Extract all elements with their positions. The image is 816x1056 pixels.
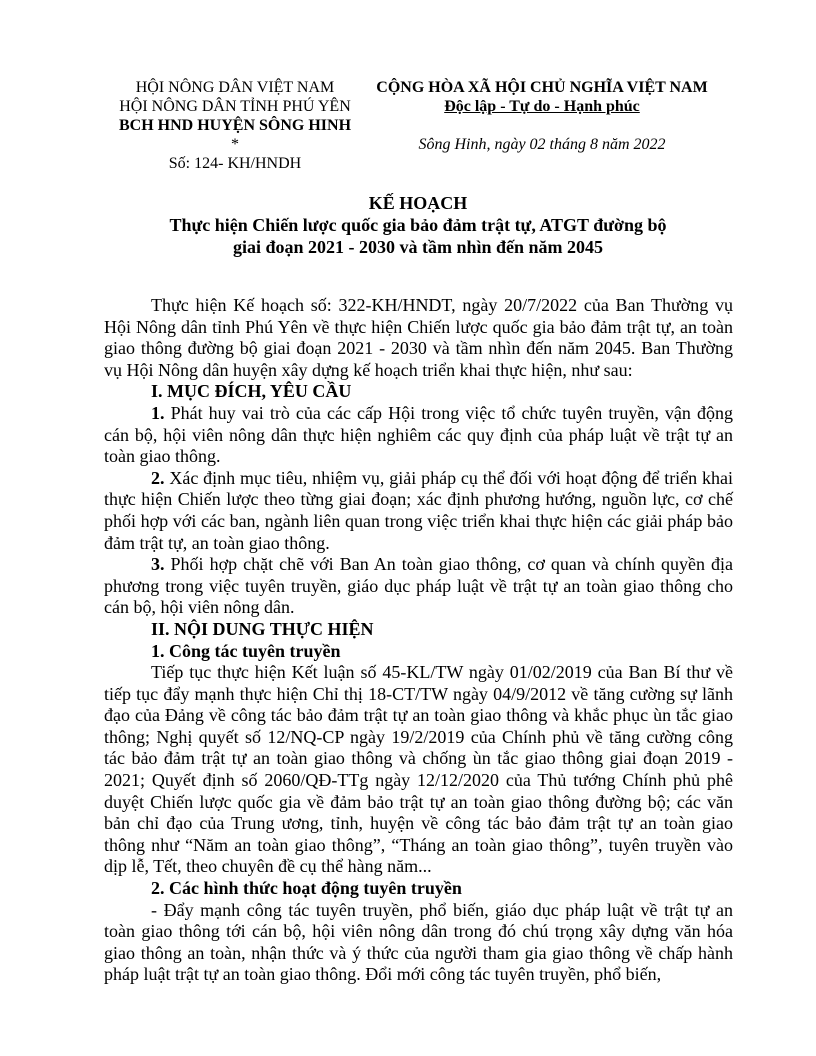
paragraph-4: Tiếp tục thực hiện Kết luận số 45-KL/TW ngày 01/02/2019 của Ban Bí thư về tiếp tục đẩy mạnh thực hiện Chỉ thị 18-CT/TW ngày 04/9/2012 về tăng cường sự lãnh đạo của Đảng về công tác bảo đảm trật tự an toàn giao thông và khắc phục ùn tắc giao thông; Nghị quyết số 12/NQ-CP ngày 19/2/2019 của Chính phủ về tăng cường công tác bảo đảm trật tự an toàn giao thông và chống ùn tắc giao thông giai đoạn 2019 - 2021; Quyết định số 2060/QĐ-TTg ngày 12/12/2020 của Thủ tướng Chính phủ phê duyệt Chiến lược quốc gia về đảm bảo trật tự an toàn giao thông đường bộ; các văn bản chỉ đạo của Trung ương, tỉnh, huyện về công tác bảo đảm trật tự an toàn giao thông như “Năm an toàn giao thông”, “Tháng an toàn giao thông”, tuyên truyền vào dịp lễ, Tết, theo chuyên đề cụ thể hàng năm... — [104, 662, 733, 877]
subheading-2: 2. Các hình thức hoạt động tuyên truyền — [151, 878, 462, 899]
paragraph-3 — [104, 554, 733, 619]
document-number: Số: 124- KH/HNDH — [168, 155, 302, 172]
nation-name: CỘNG HÒA XÃ HỘI CHỦ NGHĨA VIỆT NAM — [376, 79, 708, 96]
paragraph-5: - Đẩy mạnh công tác tuyên truyền, phổ biến, giáo dục pháp luật về trật tự an toàn giao thông tới cán bộ, hội viên nông dân trong đó chú trọng xây dựng văn hóa giao thông an toàn, nhận thức và ý thức của người tham gia giao thông về chấp hành pháp luật trật tự an toàn giao thông. Đổi mới công tác tuyên truyền, phổ biến, — [104, 899, 733, 985]
paragraph-2 — [104, 468, 733, 554]
subheading-1: 1. Công tác tuyên truyền — [151, 640, 341, 661]
issuer-line-3: BCH HND HUYỆN SÔNG HINH — [118, 117, 352, 134]
paragraph-1 — [104, 403, 733, 468]
issuer-line-1: HỘI NÔNG DÂN VIỆT NAM — [135, 79, 335, 96]
paragraph-3-text: Phối hợp chặt chẽ với Ban An toàn giao thông, cơ quan và chính quyền địa phương trong việc tuyên truyền, giáo dục pháp luật về trật tự an toàn giao thông cho cán bộ, hội viên nông dân. — [104, 554, 733, 618]
paragraph-1-text: Phát huy vai trò của các cấp Hội trong việc tổ chức tuyên truyền, vận động cán bộ, hội viên nông dân thực hiện nghiêm các quy định của pháp luật về trật tự an toàn giao thông. — [104, 402, 733, 467]
title-line-3: giai đoạn 2021 - 2030 và tầm nhìn đến năm 2045 — [232, 237, 604, 257]
paragraph-3-number: 3. — [151, 554, 165, 575]
intro-paragraph: Thực hiện Kế hoạch số: 322-KH/HNDT, ngày 20/7/2022 của Ban Thường vụ Hội Nông dân tỉnh Phú Yên về thực hiện Chiến lược quốc gia bảo đảm trật tự, an toàn giao thông đường bộ giai đoạn 2021 - 2030 và tầm nhìn đến năm 2045. Ban Thường vụ Hội Nông dân huyện xây dựng kế hoạch triển khai thực hiện, như sau: — [104, 295, 733, 380]
issuer-star: * — [231, 136, 239, 153]
section-heading-1: I. MỤC ĐÍCH, YÊU CẦU — [151, 381, 352, 402]
issuer-line-2: HỘI NÔNG DÂN TỈNH PHÚ YÊN — [119, 98, 351, 115]
paragraph-1-number: 1. — [151, 402, 165, 423]
document-date: Sông Hinh, ngày 02 tháng 8 năm 2022 — [418, 136, 666, 153]
section-heading-2: II. NỘI DUNG THỰC HIỆN — [151, 618, 374, 639]
title-line-1: KẾ HOẠCH — [368, 193, 468, 213]
paragraph-2-number: 2. — [151, 467, 165, 488]
issuer-block — [100, 78, 370, 173]
national-motto: Độc lập - Tự do - Hạnh phúc — [444, 98, 640, 115]
paragraph-2-text: Xác định mục tiêu, nhiệm vụ, giải pháp cụ thể đối với hoạt động để triển khai thực hiện Chiến lược theo từng giai đoạn; xác định phương hướng, nguồn lực, cơ chế phối hợp với các ban, ngành liên quan trong việc triển khai thực hiện các giải pháp bảo đảm trật tự, an toàn giao thông. — [104, 467, 733, 553]
title-line-2: Thực hiện Chiến lược quốc gia bảo đảm trật tự, ATGT đường bộ — [169, 215, 667, 235]
national-header — [368, 78, 716, 154]
document-body — [104, 295, 733, 986]
document-title — [100, 192, 736, 258]
